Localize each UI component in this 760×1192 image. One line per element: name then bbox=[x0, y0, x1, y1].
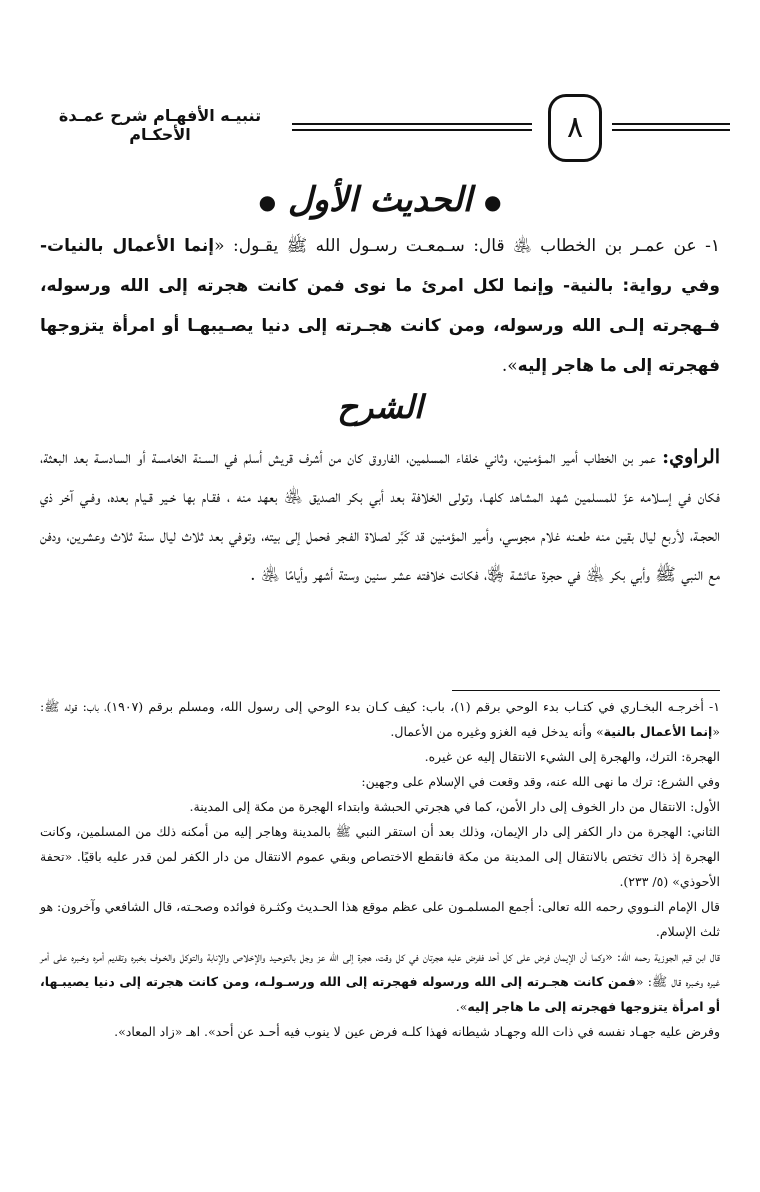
footnote-text: قال الإمام النـووي رحمه الله تعالى: أجمع المسلمـون على عظم موقع هذا الحـديث وكثـرة فوائده وصحـته، قال الشافعي وآخرون: هو ثلث الإسلام. bbox=[40, 899, 720, 939]
footnote-text: قال ابن قيم الجوزية رحمه الله: «وكما أن الإيمان فرض على كل أحد ففرض عليه هجرتان في كل وقت، هجرة إلى الله عز وجل بالتوحـيد والإخلاص والإنابة والتوكل والخـوف بخبره وتقديم أمره وخـبره على أمر غيره وخـبره قال ﷺ: « bbox=[40, 949, 720, 989]
hadith-heading-text: الحديث الأول bbox=[287, 180, 473, 220]
header-rule bbox=[612, 129, 730, 131]
bullet-icon: ● bbox=[258, 190, 277, 214]
footnote-paragraph bbox=[40, 819, 720, 894]
hadith-intro: ١- عن عمـر بن الخطاب ﵁ قال: سـمعـت رسـول الله ﷺ يقـول: « bbox=[214, 236, 720, 256]
bullet-icon: ● bbox=[483, 190, 502, 214]
sharh-text bbox=[40, 438, 720, 595]
footnote-paragraph bbox=[40, 769, 720, 794]
narrator-bio: عمر بن الخطاب أمير المـؤمنين، وثاني خلفاء المسلمين، الفاروق كان من أشرف قريش أسلم في السـنة الخامسة أو السادسـة بعد البعثة، فكان في إسـلامه عزّ للمسلمين شهد المشاهد كلهـا، وتولى الخلافة بعد أبي بكر الصديق ﵁ بعهد منه ، فقـام بها خـير قـيام بعده، وفـي آخر ذي الحجـة، لأربع ليال بقين منه طعـنه غلام مجوسي، وأمير المؤمنين قد كَبَّر لصلاة الفـجر فحمل إلى بيته، وتوفي بعد ثلاث ليال سنة ثلاث وعشرين، ودفن مع النبي ﷺ وأبي بكر ﵁ في حجرة عائشة ﵂، فكانت خلافته عشر سنين وستة أشهر وأيامًا ﵁ . bbox=[40, 448, 720, 585]
footnote-paragraph bbox=[40, 1019, 720, 1044]
page-header bbox=[0, 86, 760, 166]
footnote-text: وفي الشرع: ترك ما نهى الله عنه، وقد وقعت في الإسلام على وجهين: bbox=[361, 774, 720, 789]
footnote-paragraph bbox=[40, 944, 720, 1019]
footnote-bold: إنما الأعمال بالنية bbox=[603, 724, 713, 739]
footnote-divider bbox=[452, 690, 720, 691]
page-number: ٨ bbox=[548, 94, 602, 162]
hadith-text bbox=[40, 226, 720, 386]
hadith-close: ». bbox=[501, 356, 518, 376]
footnote-text: » وأنه يدخل فيه الغزو وغيره من الأعمال. bbox=[390, 724, 604, 739]
footnote-text: ١- أخرجـه البخـاري في كتـاب بدء الوحي برقم (١)، باب: كيف كـان بدء الوحي إلى رسول الله، ومسلم برقم (١٩٠٧)، باب: قوله ﷺ: « bbox=[40, 699, 720, 739]
footnote-text: الأول: الانتقال من دار الخوف إلى دار الأمن، كما في هجرتي الحبشة وابتداء الهجرة من مكة إلى المدينة. bbox=[189, 799, 720, 814]
footnote-bold: فمن كانت هجـرته إلى الله ورسوله فهجرته إلى الله ورسـولـه، ومن كانت هجرته إلى دنيا يصيبـها، أو امرأة يتزوجها فهجرته إلى ما هاجر إليه bbox=[40, 974, 720, 1014]
header-rule bbox=[292, 129, 532, 131]
footnotes bbox=[40, 694, 720, 1044]
footnote-paragraph bbox=[40, 894, 720, 944]
header-rule bbox=[292, 123, 532, 125]
footnote-text: الهجرة: الترك، والهجرة إلى الشيء الانتقال إليه عن غيره. bbox=[424, 749, 720, 764]
header-rule bbox=[612, 123, 730, 125]
hadith-heading bbox=[0, 180, 760, 220]
footnote-paragraph bbox=[40, 694, 720, 744]
footnote-paragraph bbox=[40, 744, 720, 769]
sharh-heading: الشرح bbox=[337, 388, 423, 426]
footnote-text: ». bbox=[455, 999, 468, 1014]
footnote-paragraph bbox=[40, 794, 720, 819]
hadith-body: إنما الأعمال بالنيات- وفي رواية: بالنية- وإنما لكل امرئ ما نوى فمن كانت هجرته إلى الله ورسوله، فـهجرته إلـى الله ورسوله، ومن كانت هجـرته إلى دنيا يصـيبهـا أو امرأة يتزوجها فهجرته إلى ما هاجر إليه bbox=[40, 236, 720, 376]
footnote-text: وفرض عليه جهـاد نفسه في ذات الله وجهـاد شيطانه فهذا كلـه فرض عين لا ينوب فيه أحـد عن أحد». اهـ «زاد المعاد». bbox=[114, 1024, 720, 1039]
book-title: تنبيـه الأفهـام شرح عمـدة الأحكـام bbox=[58, 106, 262, 144]
footnote-text: الثاني: الهجرة من دار الكفر إلى دار الإيمان، وذلك بعد أن استقر النبي ﷺ بالمدينة وهاجر إليه من أمكنه ذلك من المسلمين، وكانت الهجرة إذ ذاك تختص بالانتقال إلى المدينة من مكة فانقطع الاختصاص وبقي عموم الانتقال من دار الكفر لمن قدر عليه باقيًا. «تحفة الأحوذي» (٥/ ٢٣٣). bbox=[40, 824, 720, 889]
narrator-label: الراوي: bbox=[662, 446, 720, 468]
